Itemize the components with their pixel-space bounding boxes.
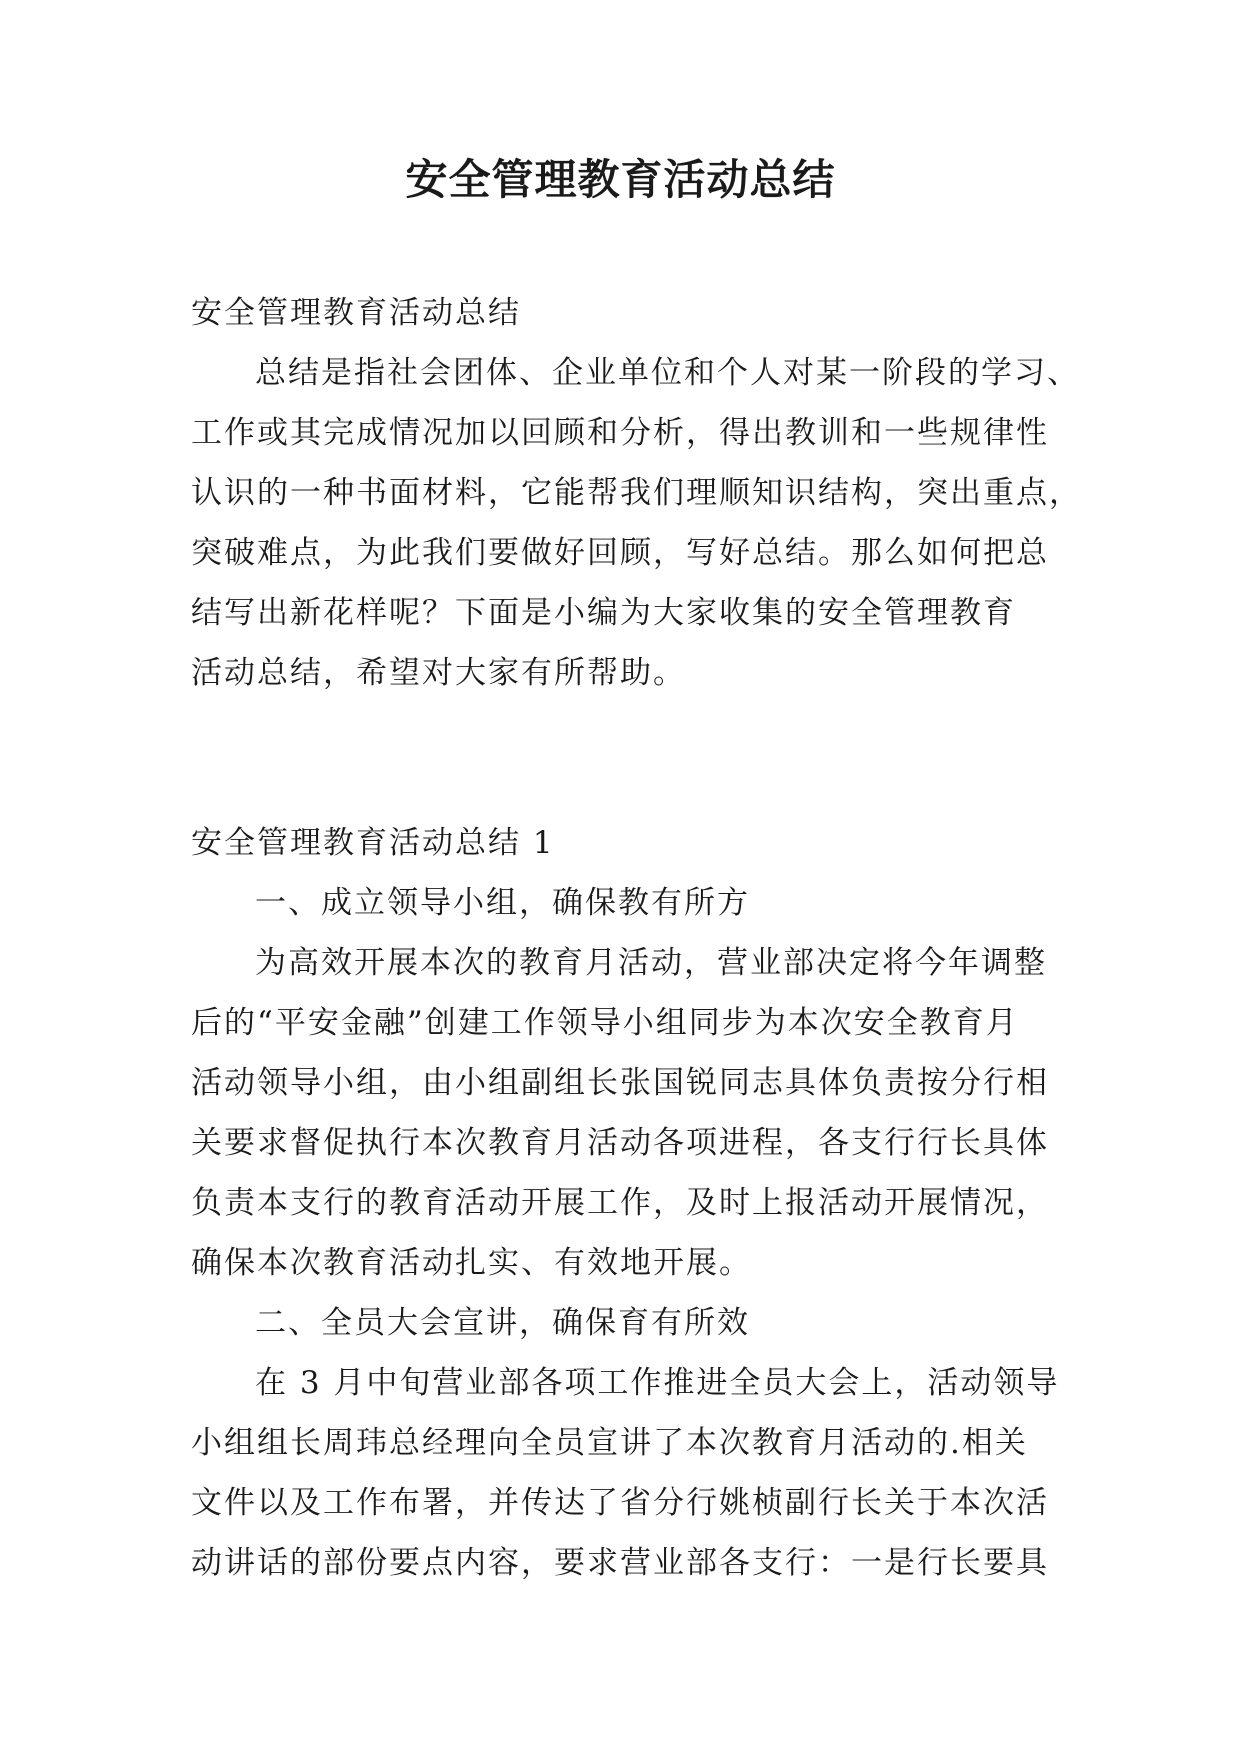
- subheading-1: 一、成立领导小组，确保教有所方: [255, 885, 750, 921]
- paragraph-1-line: 为高效开展本次的教育月活动，营业部决定将今年调整: [255, 945, 1047, 981]
- intro-line: 认识的一种书面材料，它能帮我们理顺知识结构，突出重点，: [191, 475, 1082, 511]
- paragraph-2-line: 动讲话的部份要点内容，要求营业部各支行：一是行长要具: [191, 1545, 1049, 1581]
- intro-heading: 安全管理教育活动总结: [191, 295, 521, 331]
- intro-section: [191, 283, 1082, 703]
- paragraph-1-line: 关要求督促执行本次教育月活动各项进程，各支行行长具体: [191, 1125, 1049, 1161]
- paragraph-1-line: 后的“平安金融”创建工作领导小组同步为本次安全教育月: [191, 1005, 1019, 1041]
- document-title: 安全管理教育活动总结: [405, 155, 836, 204]
- paragraph-1-line: 确保本次教育活动扎实、有效地开展。: [191, 1245, 752, 1281]
- paragraph-1-line: 负责本支行的教育活动开展工作，及时上报活动开展情况，: [191, 1185, 1049, 1221]
- paragraph-2-line: 小组组长周玮总经理向全员宣讲了本次教育月活动的.相关: [191, 1425, 1028, 1461]
- intro-line: 结写出新花样呢？下面是小编为大家收集的安全管理教育: [191, 595, 1016, 631]
- paragraph-1-line: 活动领导小组，由小组副组长张国锐同志具体负责按分行相: [191, 1065, 1049, 1101]
- intro-line: 突破难点，为此我们要做好回顾，写好总结。那么如何把总: [191, 535, 1049, 571]
- intro-line: 工作或其完成情况加以回顾和分析，得出教训和一些规律性: [191, 415, 1049, 451]
- paragraph-2-line: 在 3 月中旬营业部各项工作推进全员大会上，活动领导: [255, 1365, 1060, 1401]
- section-1: [191, 813, 1061, 1593]
- intro-line: 活动总结，希望对大家有所帮助。: [191, 655, 686, 691]
- subheading-2: 二、全员大会宣讲，确保育有所效: [255, 1305, 750, 1341]
- section-1-heading: 安全管理教育活动总结 1: [191, 825, 555, 861]
- paragraph-2-line: 文件以及工作布署，并传达了省分行姚桢副行长关于本次活: [191, 1485, 1049, 1521]
- intro-line: 总结是指社会团体、企业单位和个人对某一阶段的学习、: [255, 355, 1080, 391]
